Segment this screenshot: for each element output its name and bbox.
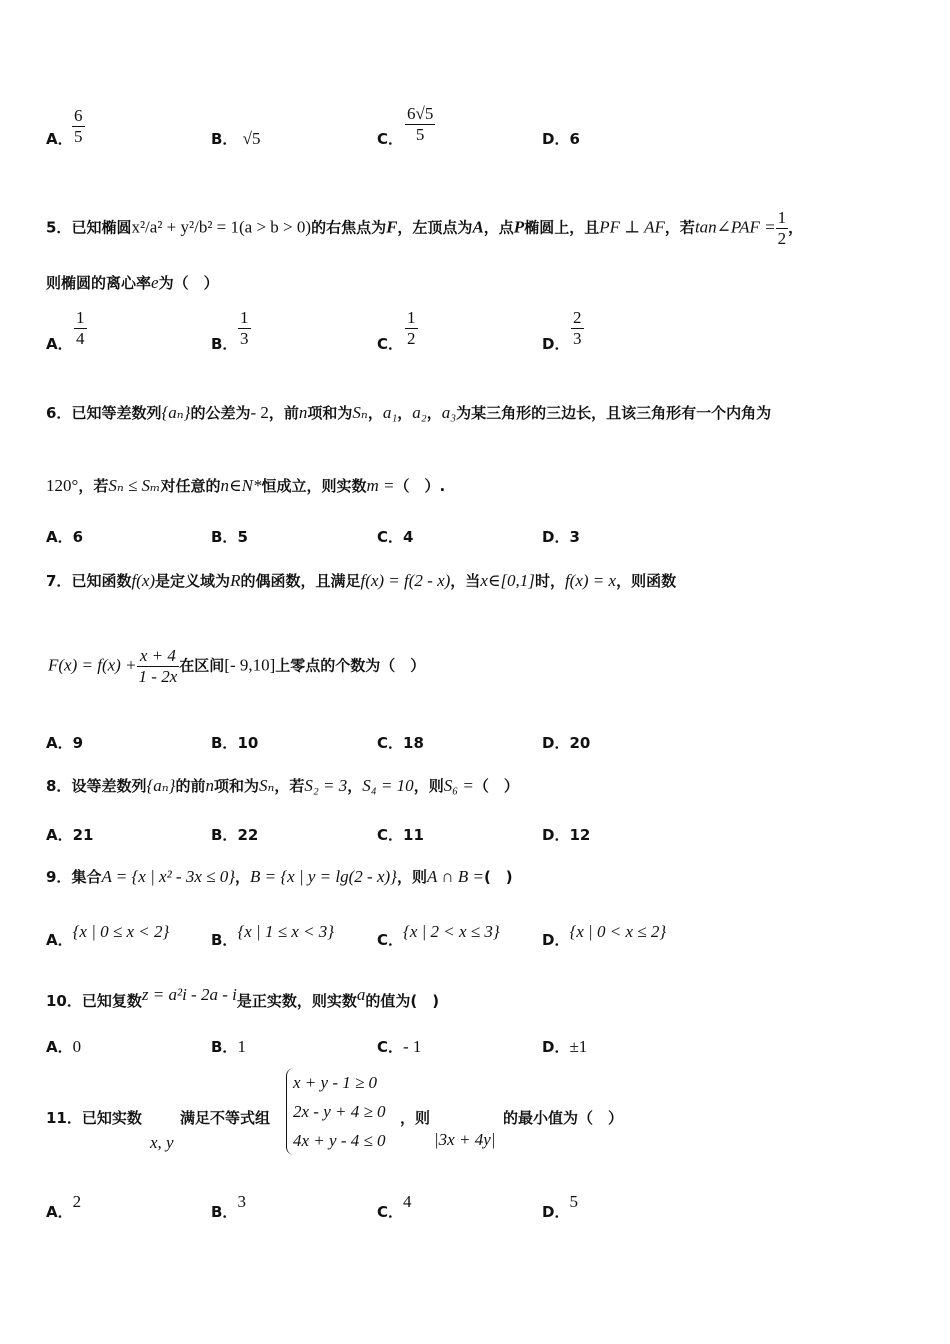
numerator: x + 4 bbox=[137, 646, 180, 667]
q4-option-b[interactable] bbox=[211, 128, 261, 149]
option-value: ±1 bbox=[569, 1037, 588, 1056]
tan-expression: tan∠PAF = bbox=[694, 217, 776, 237]
option-label: B． bbox=[211, 528, 238, 546]
q11-option-c[interactable] bbox=[377, 1192, 412, 1222]
var-e: e bbox=[151, 273, 159, 292]
option-label: A． bbox=[46, 1038, 73, 1056]
option-label: A． bbox=[46, 826, 73, 844]
option-value: 5 bbox=[569, 1192, 578, 1211]
option-label: A． bbox=[46, 1203, 73, 1221]
option-value: 4 bbox=[403, 528, 414, 546]
q6-option-b[interactable] bbox=[211, 526, 248, 547]
question-5-line-2 bbox=[46, 272, 219, 293]
angle-value: 120° bbox=[46, 476, 79, 495]
q11-option-b[interactable] bbox=[211, 1192, 246, 1222]
question-6-line-1 bbox=[46, 402, 771, 423]
q5-option-c-fraction bbox=[405, 308, 418, 348]
q9-option-c[interactable] bbox=[377, 922, 500, 950]
q7-option-c[interactable] bbox=[377, 732, 424, 753]
option-value: 18 bbox=[403, 734, 424, 752]
option-value: 4 bbox=[403, 1192, 412, 1211]
q7-option-d[interactable] bbox=[542, 732, 590, 753]
option-label: C． bbox=[377, 826, 404, 844]
option-value: 6 bbox=[72, 528, 84, 546]
option-value: 0 bbox=[72, 1037, 82, 1056]
question-text: 的偶函数，且满足 bbox=[240, 572, 361, 590]
question-text: 集合 bbox=[71, 868, 102, 886]
option-label: C． bbox=[377, 528, 404, 546]
q8-option-d[interactable] bbox=[542, 824, 590, 845]
question-text: （ ） bbox=[473, 777, 519, 795]
question-text: 在区间 bbox=[179, 656, 225, 675]
question-text: ，则函数 bbox=[616, 572, 677, 590]
option-label: D． bbox=[542, 826, 570, 844]
question-text: ，左顶点为 bbox=[397, 218, 473, 237]
question-text: 设等差数列 bbox=[71, 777, 147, 795]
question-text: 为（ ） bbox=[158, 274, 219, 292]
var-f: F bbox=[386, 217, 398, 237]
denominator: 5 bbox=[415, 124, 425, 144]
option-label: D． bbox=[542, 130, 570, 148]
question-text: ，前 bbox=[268, 404, 299, 422]
q10-option-d[interactable] bbox=[542, 1036, 587, 1057]
option-value: 5 bbox=[237, 528, 248, 546]
q6-option-d[interactable] bbox=[542, 526, 580, 547]
numerator: 1 bbox=[407, 308, 416, 327]
option-value: {x | 1 ≤ x < 3} bbox=[237, 922, 335, 941]
question-text: 则椭圆的离心率 bbox=[46, 274, 152, 292]
var-r: R bbox=[230, 571, 241, 590]
q5-option-b-fraction bbox=[238, 308, 251, 348]
option-label: B． bbox=[211, 1038, 238, 1056]
option-value: - 1 bbox=[403, 1037, 422, 1056]
var-a: a bbox=[356, 985, 366, 1004]
q4-option-d[interactable] bbox=[542, 128, 580, 149]
q5-option-a-fraction bbox=[74, 308, 87, 348]
question-text: ，则 bbox=[396, 868, 427, 886]
complex-number: z = a²i - 2a - i bbox=[141, 985, 237, 1004]
denominator: 3 bbox=[573, 328, 582, 348]
option-label: D． bbox=[542, 734, 570, 752]
q4-option-a[interactable] bbox=[46, 128, 73, 149]
option-label: D． bbox=[542, 1038, 570, 1056]
question-text: （ ）. bbox=[394, 477, 446, 495]
q5-option-d[interactable] bbox=[542, 333, 569, 354]
q11-option-a[interactable] bbox=[46, 1192, 81, 1222]
option-value: 6 bbox=[569, 130, 580, 148]
question-text: 已知等差数列 bbox=[71, 404, 162, 422]
question-text: 是正实数，则实数 bbox=[236, 992, 357, 1010]
q10-option-b[interactable] bbox=[211, 1036, 246, 1057]
sum-s2: S₂ = 3 bbox=[304, 776, 348, 795]
option-label: B． bbox=[211, 826, 238, 844]
option-label: B． bbox=[211, 335, 238, 353]
numerator: 6 bbox=[74, 106, 83, 125]
option-label: A． bbox=[46, 528, 73, 546]
ellipse-equation: x²/a² + y²/b² = 1(a > b > 0) bbox=[131, 217, 312, 237]
question-text: 已知函数 bbox=[71, 572, 132, 590]
function-f: f(x) bbox=[131, 571, 156, 590]
set-b: B = {x | y = lg(2 - x)} bbox=[250, 867, 397, 886]
question-text: 时， bbox=[534, 572, 565, 590]
question-text: 已知复数 bbox=[81, 992, 142, 1010]
question-number: 8． bbox=[46, 777, 72, 795]
question-11-stem-c: ，则 bbox=[400, 1109, 431, 1127]
var-n: n bbox=[205, 776, 214, 795]
question-number: 11． bbox=[46, 1109, 82, 1127]
question-text: 已知实数 bbox=[81, 1109, 142, 1127]
question-text: ， bbox=[347, 777, 363, 795]
option-value: 11 bbox=[403, 826, 424, 844]
option-label: D． bbox=[542, 931, 570, 949]
common-difference: - 2 bbox=[250, 403, 269, 422]
option-label: A． bbox=[46, 335, 73, 353]
question-text: 为某三角形的三边长，且该三角形有一个内角为 bbox=[456, 404, 772, 422]
question-text: 已知椭圆 bbox=[71, 218, 132, 237]
option-value: 22 bbox=[237, 826, 259, 844]
option-label: C． bbox=[377, 1038, 404, 1056]
question-7-line-1 bbox=[46, 570, 676, 591]
numerator: 2 bbox=[573, 308, 582, 327]
q9-option-d[interactable] bbox=[542, 922, 666, 950]
sum-s6: S₆ = bbox=[443, 776, 474, 795]
option-value: 1 bbox=[237, 1037, 246, 1056]
inequality-3: 4x + y - 4 ≤ 0 bbox=[293, 1131, 386, 1150]
question-text: ， bbox=[426, 404, 442, 422]
question-6-line-2 bbox=[46, 475, 445, 496]
inequality: Sₙ ≤ Sₘ bbox=[108, 476, 161, 495]
question-text: 椭圆上，且 bbox=[524, 218, 600, 237]
absolute-expression: |3x + 4y| bbox=[434, 1130, 496, 1149]
option-label: C． bbox=[377, 335, 404, 353]
option-value: √5 bbox=[242, 129, 261, 148]
question-text: ，则 bbox=[413, 777, 444, 795]
option-value: {x | 0 < x ≤ 2} bbox=[569, 922, 667, 941]
option-label: A． bbox=[46, 130, 73, 148]
function-definition: f(x) = x bbox=[564, 571, 617, 590]
q6-option-a[interactable] bbox=[46, 526, 83, 547]
question-text: ， bbox=[367, 404, 383, 422]
perpendicular-condition: PF ⊥ AF bbox=[599, 217, 665, 237]
question-text: 的前 bbox=[175, 777, 206, 795]
option-label: C． bbox=[377, 130, 404, 148]
q9-option-b[interactable] bbox=[211, 922, 334, 950]
intersection: A ∩ B = bbox=[426, 867, 484, 886]
q8-option-c[interactable] bbox=[377, 824, 424, 845]
q9-option-a[interactable] bbox=[46, 922, 169, 950]
denominator: 1 - 2x bbox=[138, 666, 178, 686]
denominator: 2 bbox=[777, 228, 787, 248]
inequality-2: 2x - y + 4 ≥ 0 bbox=[293, 1102, 386, 1121]
term-a1: a₁ bbox=[382, 403, 398, 422]
q10-option-c[interactable] bbox=[377, 1036, 421, 1057]
interval: x∈[0,1] bbox=[480, 571, 535, 590]
question-text: ， bbox=[788, 218, 804, 237]
question-text: ，若 bbox=[274, 777, 305, 795]
question-number: 9． bbox=[46, 868, 72, 886]
inequality-1: x + y - 1 ≥ 0 bbox=[293, 1073, 378, 1092]
question-text: 的右焦点为 bbox=[311, 218, 387, 237]
question-text: 项和为 bbox=[307, 404, 353, 422]
option-label: D． bbox=[542, 1203, 570, 1221]
question-text: 恒成立，则实数 bbox=[261, 477, 367, 495]
question-text: ，若 bbox=[664, 218, 695, 237]
question-11-stem-a bbox=[46, 1107, 142, 1128]
sum-s4: S₄ = 10 bbox=[362, 776, 414, 795]
question-5-line-1 bbox=[46, 208, 803, 248]
q5-option-b[interactable] bbox=[211, 333, 237, 354]
q5-option-d-fraction bbox=[571, 308, 584, 348]
q7-option-a[interactable] bbox=[46, 732, 83, 753]
option-label: B． bbox=[211, 1203, 238, 1221]
option-value: 3 bbox=[237, 1192, 246, 1211]
numerator: 6√5 bbox=[407, 104, 434, 123]
q11-option-d[interactable] bbox=[542, 1192, 578, 1222]
option-label: A． bbox=[46, 734, 73, 752]
option-value: {x | 2 < x ≤ 3} bbox=[403, 922, 500, 941]
denominator: 4 bbox=[76, 328, 85, 348]
question-text: ，若 bbox=[78, 477, 109, 495]
var-p: P bbox=[513, 217, 525, 237]
option-value: 12 bbox=[569, 826, 591, 844]
question-text: ，当 bbox=[450, 572, 481, 590]
sequence: {aₙ} bbox=[146, 776, 176, 795]
question-text: ， bbox=[397, 404, 413, 422]
question-text: 的公差为 bbox=[190, 404, 251, 422]
question-10 bbox=[46, 985, 439, 1011]
option-label: A． bbox=[46, 931, 73, 949]
option-label: B． bbox=[211, 734, 238, 752]
denominator: 3 bbox=[240, 328, 249, 348]
range: [- 9,10] bbox=[224, 655, 276, 675]
option-label: C． bbox=[377, 931, 404, 949]
q4-option-c[interactable] bbox=[377, 128, 403, 149]
q8-option-b[interactable] bbox=[211, 824, 258, 845]
option-label: D． bbox=[542, 528, 570, 546]
question-text: 是定义域为 bbox=[155, 572, 231, 590]
option-value: 9 bbox=[72, 734, 84, 752]
question-number: 10． bbox=[46, 992, 82, 1010]
set-a: A = {x | x² - 3x ≤ 0} bbox=[101, 867, 235, 886]
question-number: 6． bbox=[46, 404, 72, 422]
question-11-stem-d: 的最小值为（ ） bbox=[503, 1109, 624, 1127]
sum-sn: Sₙ bbox=[352, 403, 368, 422]
question-text: ( ) bbox=[483, 868, 513, 886]
q8-option-a[interactable] bbox=[46, 824, 93, 845]
question-11-stem-b: 满足不等式组 bbox=[180, 1109, 271, 1127]
q5-option-a[interactable] bbox=[46, 333, 73, 354]
q4-option-a-fraction bbox=[72, 106, 85, 146]
system-brace bbox=[286, 1068, 386, 1155]
q6-option-c[interactable] bbox=[377, 526, 413, 547]
option-value: 20 bbox=[569, 734, 591, 752]
option-value: 2 bbox=[72, 1192, 82, 1211]
term-a2: a₂ bbox=[412, 403, 427, 422]
term-a3: a₃ bbox=[441, 403, 457, 422]
var-m: m = bbox=[366, 476, 395, 495]
option-label: C． bbox=[377, 1203, 404, 1221]
question-7-line-2 bbox=[48, 646, 425, 686]
numerator: 1 bbox=[240, 308, 249, 327]
option-value: 10 bbox=[237, 734, 259, 752]
numerator: 1 bbox=[777, 208, 787, 227]
var-n: n bbox=[298, 403, 308, 422]
question-text: 项和为 bbox=[213, 777, 259, 795]
q5-option-c[interactable] bbox=[377, 333, 403, 354]
sum-sn: Sₙ bbox=[258, 776, 275, 795]
numerator: 1 bbox=[76, 308, 85, 327]
question-text: 上零点的个数为（ ） bbox=[275, 656, 426, 675]
question-text: 的值为( ) bbox=[365, 992, 440, 1010]
symmetry-equation: f(x) = f(2 - x) bbox=[360, 571, 451, 590]
option-label: B． bbox=[211, 130, 238, 148]
question-8 bbox=[46, 775, 519, 796]
q4-option-c-fraction bbox=[405, 104, 435, 144]
function-F: F(x) = f(x) + bbox=[48, 655, 137, 675]
inequality-system bbox=[286, 1068, 386, 1155]
option-value: 3 bbox=[569, 528, 580, 546]
option-value: {x | 0 ≤ x < 2} bbox=[72, 922, 170, 941]
question-text: ， bbox=[235, 868, 251, 886]
option-label: C． bbox=[377, 734, 404, 752]
sequence: {aₙ} bbox=[161, 403, 191, 422]
question-number: 7． bbox=[46, 572, 72, 590]
denominator: 5 bbox=[74, 126, 83, 146]
q7-option-b[interactable] bbox=[211, 732, 258, 753]
question-number: 5． bbox=[46, 218, 72, 237]
question-text: ，点 bbox=[483, 218, 514, 237]
option-label: B． bbox=[211, 931, 238, 949]
question-9 bbox=[46, 866, 513, 887]
question-text: 对任意的 bbox=[160, 477, 221, 495]
var-xy: x, y bbox=[150, 1133, 174, 1152]
var-a: A bbox=[472, 217, 484, 237]
natural-number-set: n∈N* bbox=[220, 476, 262, 495]
option-label: D． bbox=[542, 335, 570, 353]
q10-option-a[interactable] bbox=[46, 1036, 81, 1057]
denominator: 2 bbox=[407, 328, 416, 348]
option-value: 21 bbox=[72, 826, 94, 844]
